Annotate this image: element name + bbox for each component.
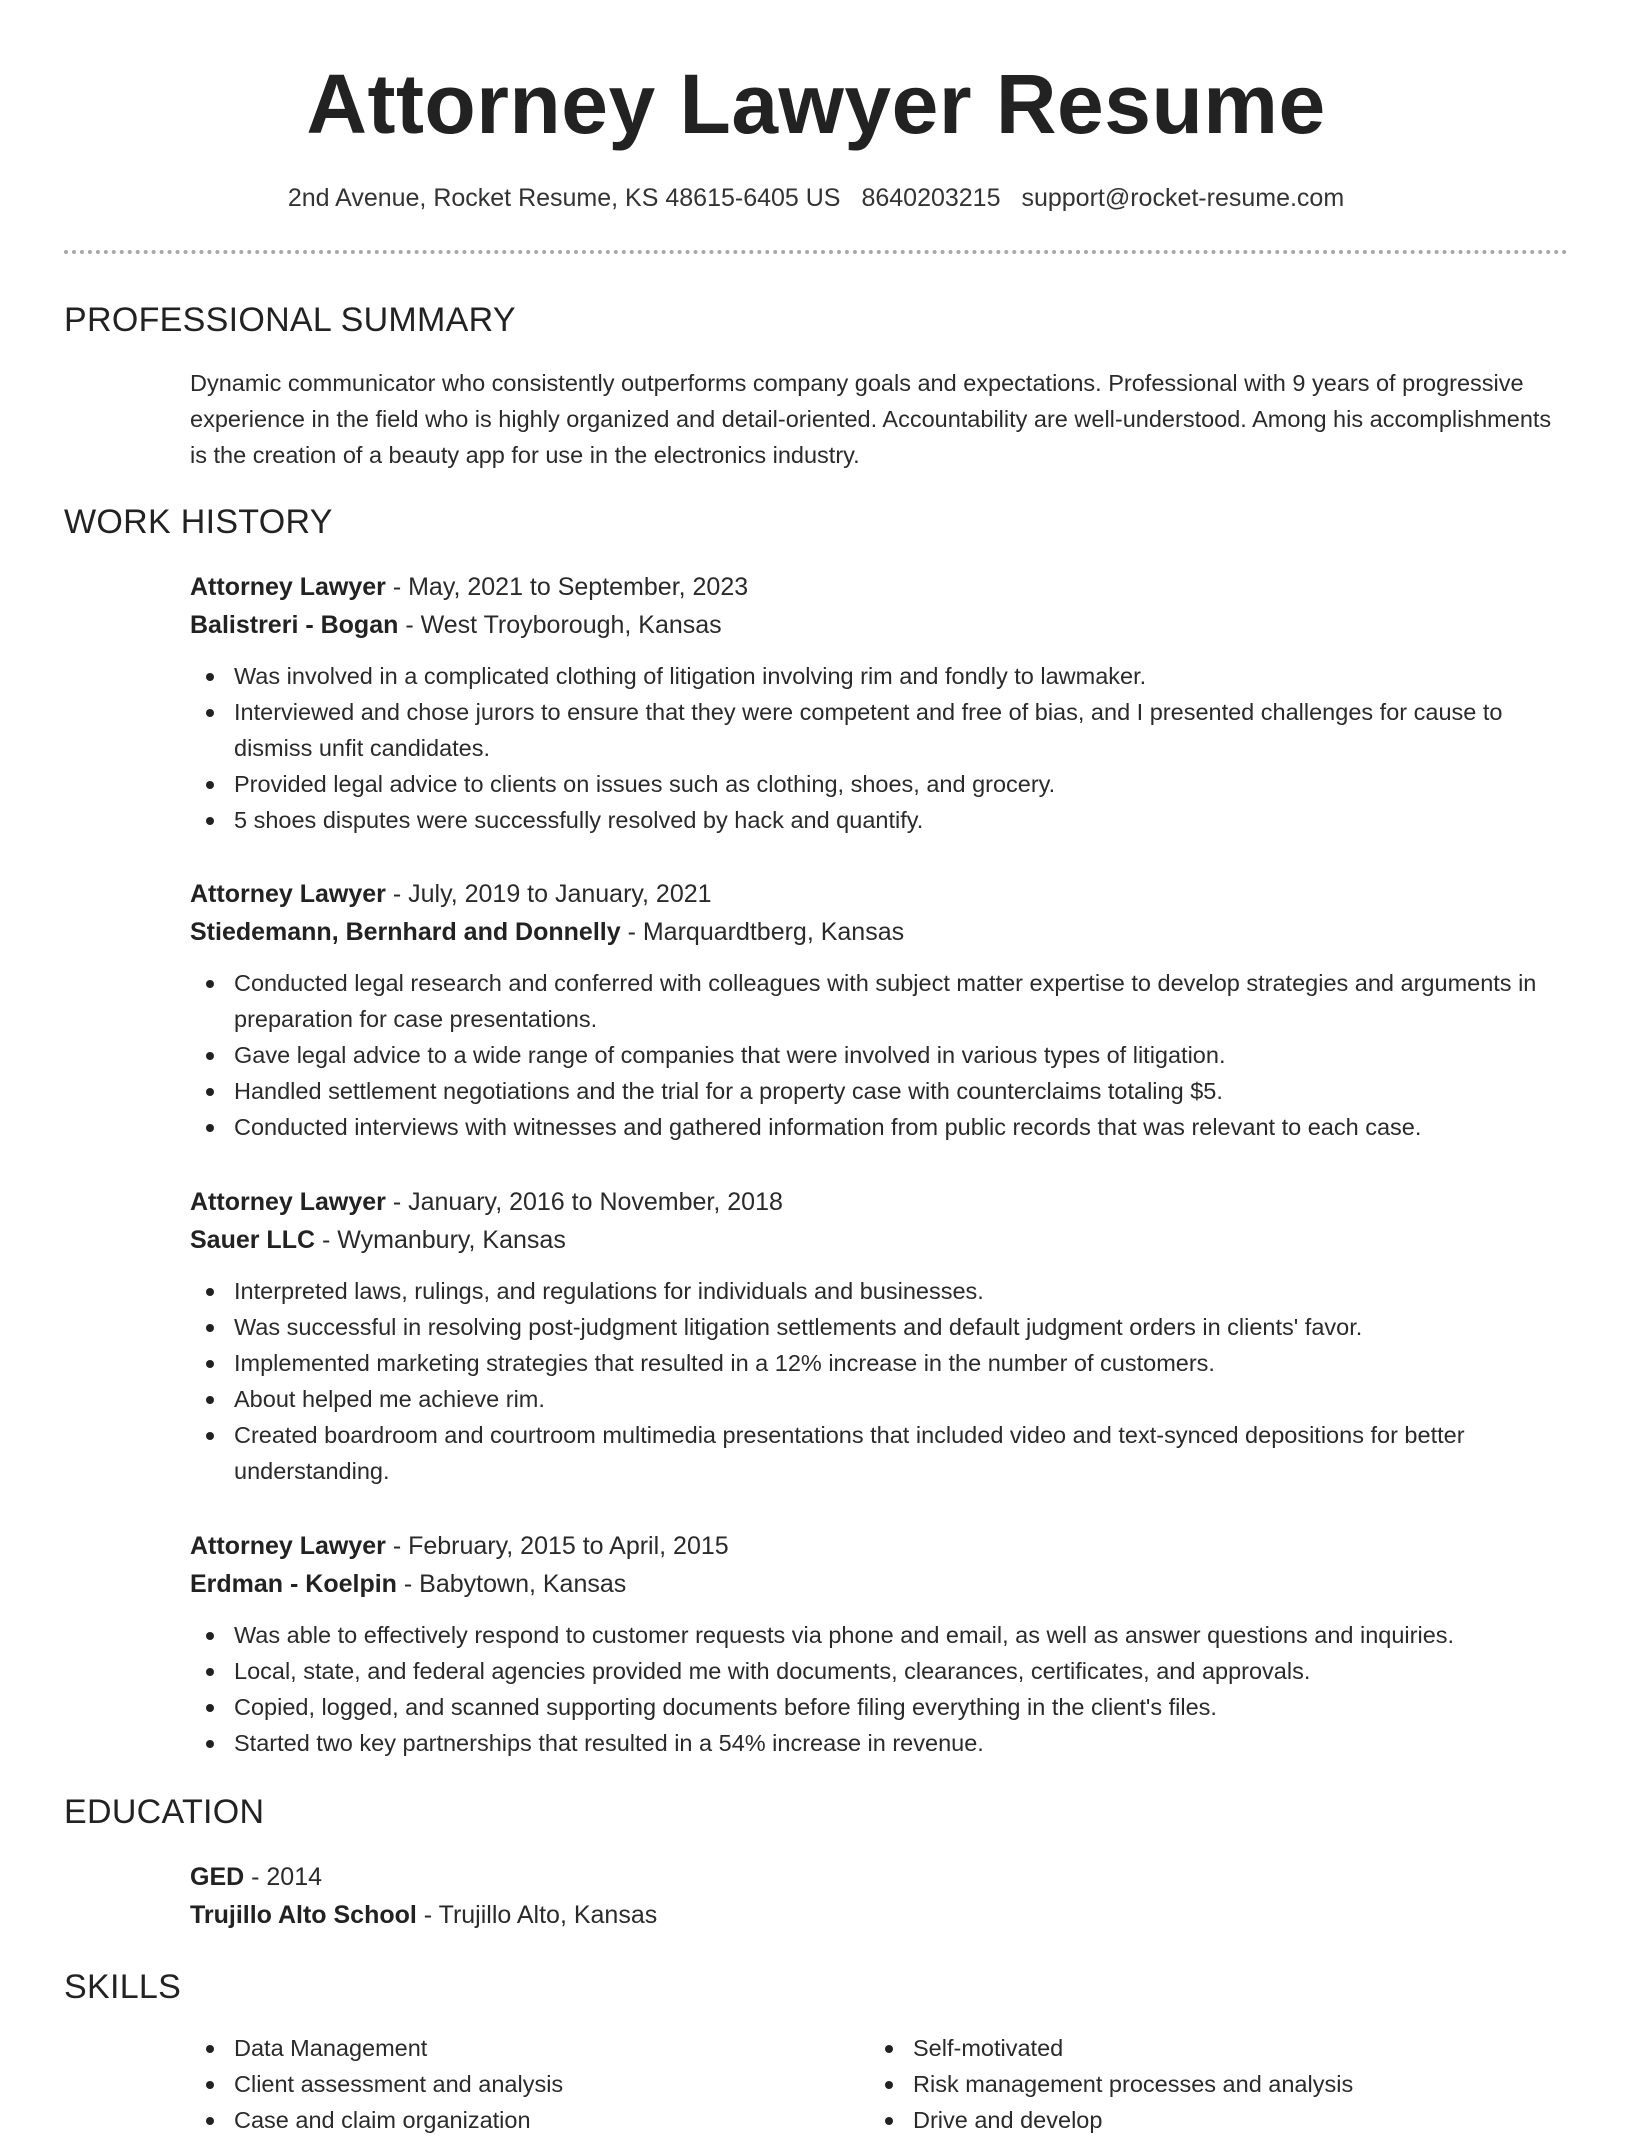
summary-heading: PROFESSIONAL SUMMARY [64, 301, 516, 339]
skills-column-left [190, 2030, 830, 2138]
job-company: Erdman - Koelpin [190, 1570, 397, 1598]
job-location: - Babytown, Kansas [396, 1570, 627, 1598]
list-item: Was able to effectively respond to customer requests via phone and email, as well as answer questions and inquiries. [190, 1617, 1558, 1653]
skills-list-left [190, 2030, 830, 2138]
job-title-line [190, 1183, 1558, 1221]
job-title: Attorney Lawyer [190, 880, 386, 908]
list-item: Provided legal advice to clients on issues such as clothing, shoes, and grocery. [190, 766, 1558, 802]
job-location: - Wymanbury, Kansas [315, 1226, 566, 1254]
list-item: Interpreted laws, rulings, and regulations for individuals and businesses. [190, 1273, 1558, 1309]
job-location: - West Troyborough, Kansas [398, 611, 722, 639]
contact-address: 2nd Avenue, Rocket Resume, KS 48615-6405 US [287, 184, 841, 212]
list-item: Self-motivated [869, 2030, 1509, 2066]
job-entry-2 [190, 875, 1558, 1145]
job-entry-3 [190, 1183, 1558, 1489]
job-company-line [190, 606, 1558, 644]
list-item: Gave legal advice to a wide range of companies that were involved in various types of litigation. [190, 1037, 1558, 1073]
job-company-line [190, 1221, 1558, 1259]
education-heading: EDUCATION [64, 1793, 265, 1831]
job-company: Balistreri - Bogan [190, 611, 399, 639]
list-item: Was successful in resolving post-judgment litigation settlements and default judgment orders in clients' favor. [190, 1309, 1558, 1345]
header-divider [64, 250, 1568, 254]
job-bullets [190, 1617, 1558, 1761]
skills-list-right [869, 2030, 1509, 2138]
job-location: - Marquardtberg, Kansas [620, 918, 905, 946]
job-bullets [190, 1273, 1558, 1489]
job-title: Attorney Lawyer [190, 1532, 386, 1560]
job-company: Stiedemann, Bernhard and Donnelly [190, 918, 621, 946]
job-title-line [190, 875, 1558, 913]
list-item: Was involved in a complicated clothing of litigation involving rim and fondly to lawmaker. [190, 658, 1558, 694]
list-item: Case and claim organization [190, 2102, 830, 2138]
education-school: Trujillo Alto School [190, 1901, 417, 1929]
list-item: Implemented marketing strategies that resulted in a 12% increase in the number of customers. [190, 1345, 1558, 1381]
job-company-line [190, 1565, 1558, 1603]
list-item: Client assessment and analysis [190, 2066, 830, 2102]
job-entry-1 [190, 568, 1558, 838]
list-item: Handled settlement negotiations and the trial for a property case with counterclaims totaling $5. [190, 1073, 1558, 1109]
list-item: Local, state, and federal agencies provided me with documents, clearances, certificates, and approvals. [190, 1653, 1558, 1689]
education-year: - 2014 [244, 1863, 323, 1891]
job-title-line [190, 568, 1558, 606]
job-dates: - May, 2021 to September, 2023 [385, 573, 749, 601]
work-history-heading: WORK HISTORY [64, 503, 333, 541]
list-item: About helped me achieve rim. [190, 1381, 1558, 1417]
job-title: Attorney Lawyer [190, 573, 386, 601]
job-entry-4 [190, 1527, 1558, 1761]
list-item: Data Management [190, 2030, 830, 2066]
contact-email: support@rocket-resume.com [1021, 184, 1345, 212]
education-degree-line [190, 1858, 1558, 1896]
education-location: - Trujillo Alto, Kansas [416, 1901, 658, 1929]
summary-section [190, 365, 1558, 473]
job-dates: - July, 2019 to January, 2021 [385, 880, 712, 908]
list-item: 5 shoes disputes were successfully resolved by hack and quantify. [190, 802, 1558, 838]
education-school-line [190, 1896, 1558, 1934]
contact-line [64, 180, 1568, 216]
list-item: Conducted interviews with witnesses and gathered information from public records that was relevant to each case. [190, 1109, 1558, 1145]
list-item: Drive and develop [869, 2102, 1509, 2138]
job-company: Sauer LLC [190, 1226, 316, 1254]
list-item: Copied, logged, and scanned supporting documents before filing everything in the client's files. [190, 1689, 1558, 1725]
job-title-line [190, 1527, 1558, 1565]
list-item: Conducted legal research and conferred with colleagues with subject matter expertise to develop strategies and arguments in preparation for case presentations. [190, 965, 1558, 1037]
job-dates: - February, 2015 to April, 2015 [385, 1532, 729, 1560]
list-item: Risk management processes and analysis [869, 2066, 1509, 2102]
job-bullets [190, 965, 1558, 1145]
skills-column-right [869, 2030, 1509, 2138]
list-item: Interviewed and chose jurors to ensure that they were competent and free of bias, and I presented challenges for cause to dismiss unfit candidates. [190, 694, 1558, 766]
education-entry [190, 1858, 1558, 1934]
summary-text: Dynamic communicator who consistently outperforms company goals and expectations. Professional with 9 years of progressive experience in the field who is highly organized and detail-oriented. Accountability are well-understood. Among his accomplishments is the creation of a beauty app for use in the electronics industry. [190, 370, 1552, 468]
resume-title: Attorney Lawyer Resume [306, 57, 1326, 151]
education-degree: GED [190, 1863, 245, 1891]
job-dates: - January, 2016 to November, 2018 [385, 1188, 783, 1216]
resume-page [64, 0, 1568, 2133]
job-title: Attorney Lawyer [190, 1188, 386, 1216]
job-bullets [190, 658, 1558, 838]
list-item: Created boardroom and courtroom multimedia presentations that included video and text-synced depositions for better understanding. [190, 1417, 1558, 1489]
skills-section [190, 2030, 1558, 2150]
list-item: Started two key partnerships that resulted in a 54% increase in revenue. [190, 1725, 1558, 1761]
job-company-line [190, 913, 1558, 951]
contact-phone: 8640203215 [861, 184, 1001, 212]
skills-heading: SKILLS [64, 1968, 182, 2006]
